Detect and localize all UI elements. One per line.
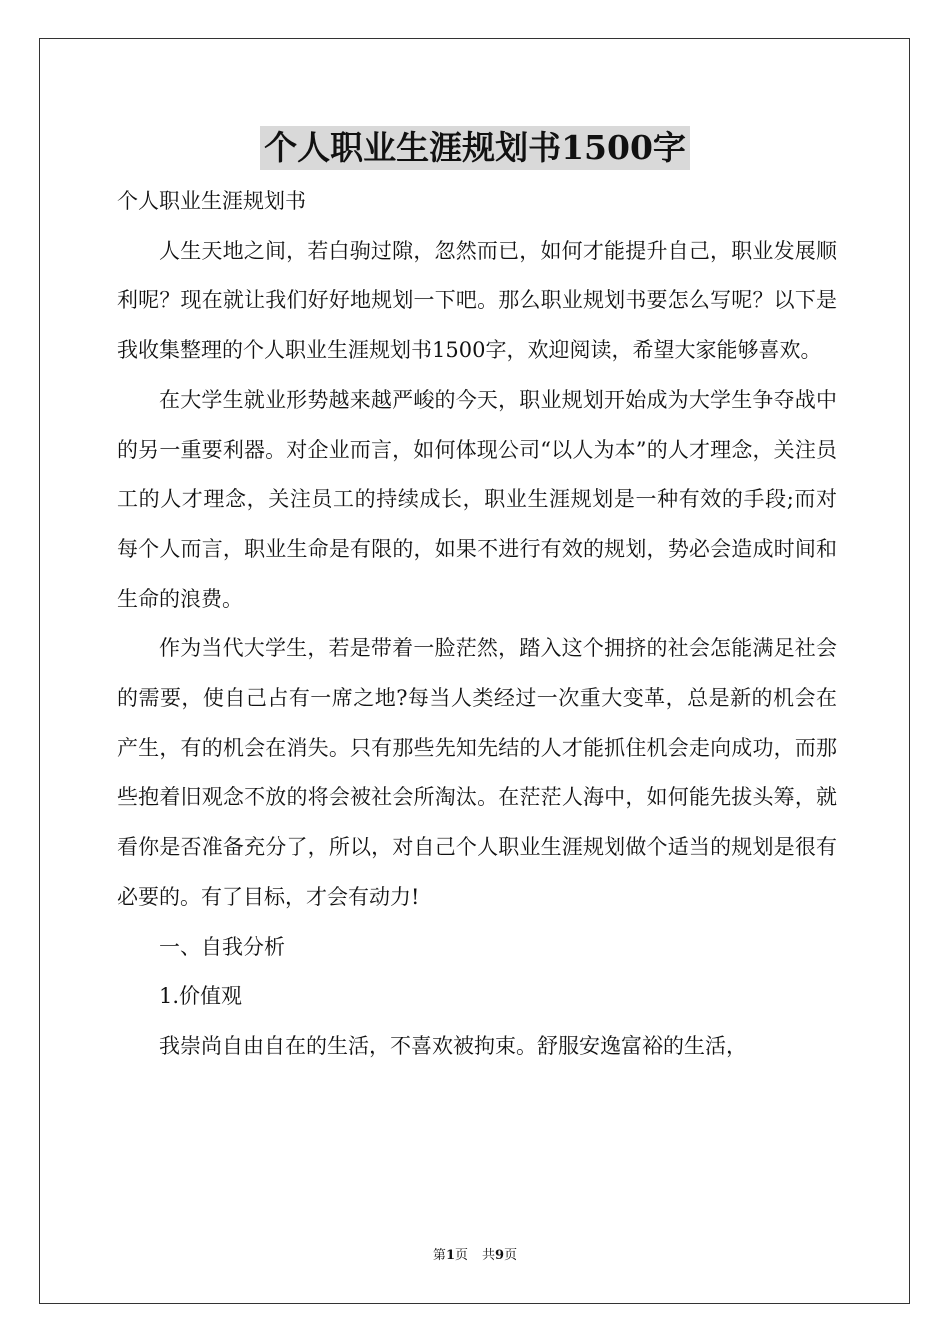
body-paragraph: 在大学生就业形势越来越严峻的今天，职业规划开始成为大学生争夺战中的另一重要利器。对企业而言，如何体现公司“以人为本”的人才理念，关注员工的人才理念，关注员工的持续成长，职业生涯规划是一种有效的手段;而对每个人而言，职业生命是有限的，如果不进行有效的规划，势必会造成时间和生命的浪费。: [117, 387, 837, 611]
page-footer: [0, 1246, 950, 1266]
document-title: 个人职业生涯规划书1500字: [260, 126, 690, 170]
body-paragraph: 作为当代大学生，若是带着一脸茫然，踏入这个拥挤的社会怎能满足社会的需要，使自己占有一席之地?每当人类经过一次重大变革，总是新的机会在产生，有的机会在消失。只有那些先知先结的人才能抓住机会走向成功，而那些抱着旧观念不放的将会被社会所淘汰。在茫茫人海中，如何能先拔头筹，就看你是否准备充分了，所以，对自己个人职业生涯规划做个适当的规划是很有必要的。有了目标，才会有动力!: [117, 636, 837, 909]
total-prefix: 共: [482, 1248, 496, 1263]
subsection-heading: 1.价值观: [159, 984, 243, 1009]
total-suffix: 页: [504, 1248, 518, 1263]
page-number: 1: [445, 1248, 455, 1263]
body-paragraph: 我崇尚自由自在的生活，不喜欢被拘束。舒服安逸富裕的生活，: [159, 1033, 747, 1058]
page-total: 9: [495, 1248, 505, 1263]
page-suffix: 页: [454, 1248, 468, 1263]
title-block: [0, 126, 950, 170]
subtitle-paragraph: 个人职业生涯规划书: [117, 189, 306, 213]
page-prefix: 第: [432, 1248, 446, 1263]
body-paragraph: 人生天地之间，若白驹过隙，忽然而已，如何才能提升自己，职业发展顺利呢？现在就让我们好好地规划一下吧。那么职业规划书要怎么写呢？以下是我收集整理的个人职业生涯规划书1500字，欢迎阅读，希望大家能够喜欢。: [117, 238, 837, 363]
document-body: [117, 177, 837, 1072]
section-heading: 一、自我分析: [159, 934, 285, 959]
